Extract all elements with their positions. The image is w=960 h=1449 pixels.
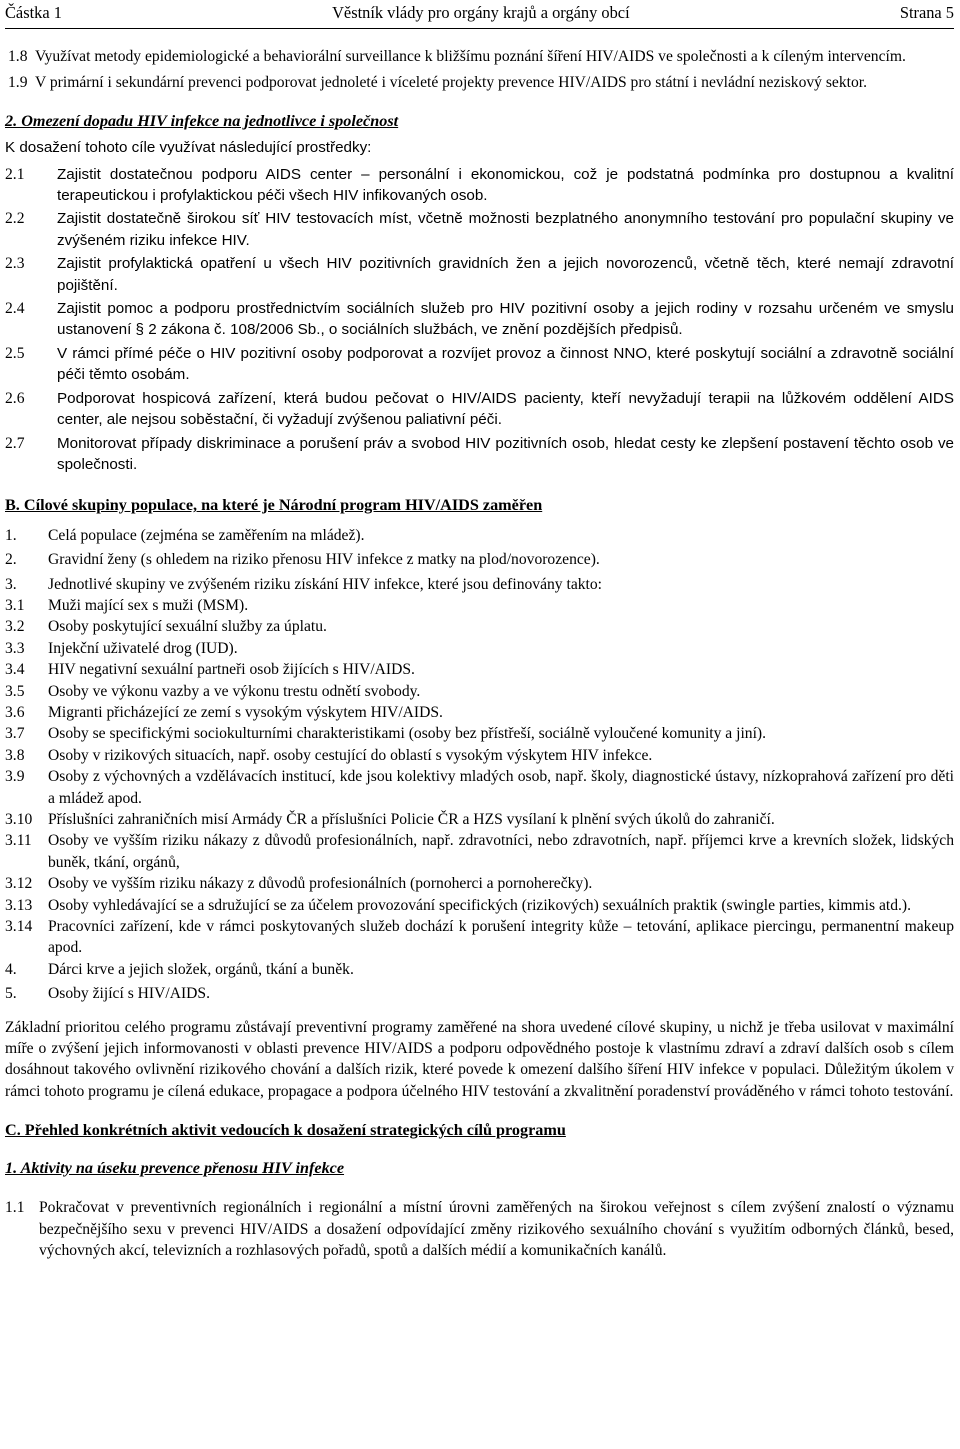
- list-item: [5, 525, 954, 546]
- list-item: [5, 959, 954, 980]
- item-number: 3.8: [5, 746, 25, 764]
- list-item: [5, 46, 954, 67]
- priority-paragraph: Základní prioritou celého programu zůstávají preventivní programy zaměřené na shora uvedené cílové skupiny, u nichž je třeba usilovat v maximální míře o zvýšení jejich informovanosti v oblasti prevence HIV/AIDS a podporu odpovědného postoje k vlastnímu zdraví a zdraví dalších osob s cílem dosáhnout takového ovlivnění rizikového chování a dalších rizik, které povede k omezení dalšího šíření HIV infekce v populaci. Důležitým úkolem v rámci tohoto programu je cílená edukace, propagace a podpora účelného HIV testování a zkvalitnění poradenství prováděného v rámci tohoto testování.: [5, 1018, 954, 1100]
- item-text: Osoby poskytující sexuální služby za úplatu.: [48, 618, 327, 636]
- list-item: [5, 253, 954, 296]
- item-number: 2.5: [5, 344, 25, 362]
- target-groups-list: [5, 525, 954, 1008]
- list-item: [5, 723, 954, 744]
- list-item: [5, 72, 954, 93]
- item-text: Zajistit dostatečnou podporu AIDS center – personální i ekonomickou, což je podstatná podmínka pro dostupnou a kvalitní terapeutickou i profylaktickou péči všech HIV infikovaných osob.: [57, 165, 954, 205]
- item-text: Muži mající sex s muži (MSM).: [48, 596, 249, 614]
- intro-list: [5, 46, 954, 94]
- item-number: 3.11: [5, 832, 32, 850]
- section-2-list: [5, 164, 954, 476]
- item-number: 3.3: [5, 639, 25, 657]
- item-number: 1.8: [8, 48, 28, 65]
- list-item: [5, 702, 954, 723]
- header-journal-title: Věstník vlády pro orgány krajů a orgány obcí: [332, 3, 630, 22]
- item-text: HIV negativní sexuální partneři osob žijících s HIV/AIDS.: [48, 661, 415, 679]
- item-text: Injekční uživatelé drog (IUD).: [48, 639, 238, 657]
- item-text: V rámci přímé péče o HIV pozitivní osoby podporovat a rozvíjet provoz a činnost NNO, které poskytují sociální a zdravotně sociální péči těmto osobám.: [57, 344, 954, 384]
- item-text: Jednotlivé skupiny ve zvýšeném riziku získání HIV infekce, které jsou definovány takto:: [48, 575, 603, 593]
- page-header: [5, 0, 954, 29]
- item-number: 3.4: [5, 661, 25, 679]
- item-number: 2.6: [5, 389, 25, 407]
- item-text: Příslušníci zahraničních misí Armády ČR a příslušníci Policie ČR a HZS vysílaní k plnění svých úkolů do zahraničí.: [48, 811, 775, 828]
- item-number: 5.: [5, 985, 17, 1003]
- subsection-heading: 1. Aktivity na úseku prevence přenosu HIV infekce: [5, 1158, 345, 1177]
- item-text: Dárci krve a jejich složek, orgánů, tkání a buněk.: [48, 960, 354, 978]
- list-item: [5, 1197, 954, 1261]
- list-item: [5, 638, 954, 659]
- activities-list: [5, 1197, 954, 1261]
- list-item: [5, 809, 954, 830]
- item-text: Osoby vyhledávající se a sdružující se za účelem provozování specifických (rizikových) sexuálních praktik (swingle parties, kimmis atd.).: [48, 896, 912, 914]
- list-item: [5, 549, 954, 570]
- section-2: [5, 111, 954, 476]
- item-text: Osoby z výchovných a vzdělávacích institucí, kde jsou kolektivy mladých osob, např. školy, diagnostické ústavy, nízkoprahová zařízení pro děti a mládež apod.: [48, 768, 954, 807]
- item-number: 2.4: [5, 300, 25, 318]
- item-number: 4.: [5, 960, 17, 978]
- item-number: 3.7: [5, 725, 25, 743]
- item-number: 3.1: [5, 596, 25, 614]
- section-heading: C. Přehled konkrétních aktivit vedoucích k dosažení strategických cílů programu: [5, 1121, 566, 1140]
- list-item: [5, 343, 954, 386]
- list-item: [5, 766, 954, 809]
- item-text: Migranti přicházející ze zemí s vysokým výskytem HIV/AIDS.: [48, 703, 443, 721]
- item-number: 3.5: [5, 682, 25, 700]
- list-item: [5, 208, 954, 251]
- item-number: 3.6: [5, 703, 25, 721]
- item-text: Osoby žijící s HIV/AIDS.: [48, 985, 210, 1003]
- item-number: 3.12: [5, 875, 33, 893]
- item-text: Zajistit dostatečně širokou síť HIV testovacích míst, včetně možnosti bezplatného anonymního testování pro populační skupiny ve zvýšeném riziku infekce HIV.: [57, 210, 954, 249]
- item-text: Celá populace (zejména se zaměřením na mládež).: [48, 526, 365, 544]
- item-text: Zajistit pomoc a podporu prostřednictvím sociálních služeb pro HIV pozitivní osoby a jejich rodiny v rozsahu určeném ve smyslu ustanovení § 2 zákona č. 108/2006 Sb., o sociálních službách, ve znění pozdějších předpisů.: [57, 300, 954, 339]
- item-number: 2.1: [5, 165, 25, 183]
- item-number: 3.9: [5, 768, 25, 786]
- item-text: Osoby ve výkonu vazby a ve výkonu trestu odnětí svobody.: [48, 682, 421, 700]
- item-text: Osoby v rizikových situacích, např. osoby cestující do oblastí s vysokým výskytem HIV infekce.: [48, 746, 653, 764]
- list-item: [5, 574, 954, 595]
- item-number: 2.: [5, 551, 17, 569]
- item-number: 2.7: [5, 434, 25, 452]
- list-item: [5, 659, 954, 680]
- item-text: Osoby ve vyšším riziku nákazy z důvodů profesionálních, např. zdravotníci, nebo zdravotních, např. příjemci krve a krevních složek, lidských buněk, tkání, orgánů,: [48, 832, 954, 871]
- section-heading: B. Cílové skupiny populace, na které je Národní program HIV/AIDS zaměřen: [5, 496, 543, 515]
- item-number: 1.9: [8, 74, 28, 92]
- section-heading: 2. Omezení dopadu HIV infekce na jednotlivce i společnost: [5, 111, 399, 130]
- header-issue: Částka 1: [5, 3, 62, 22]
- item-text: Zajistit profylaktická opatření u všech HIV pozitivních gravidních žen a jejich novorozenců, včetně těch, které nemají zdravotní pojištění.: [57, 255, 954, 294]
- item-text: V primární i sekundární prevenci podporovat jednoleté i víceleté projekty prevence HIV/AIDS pro státní i nevládní neziskový sektor.: [35, 74, 868, 92]
- item-number: 3.: [5, 575, 17, 593]
- list-item: [5, 388, 954, 431]
- item-text: Pracovníci zařízení, kde v rámci poskytovaných služeb dochází k porušení integrity kůže – tetování, aplikace piercingu, permanentní makeup apod.: [48, 918, 954, 957]
- item-text: Monitorovat případy diskriminace a porušení práv a svobod HIV pozitivních osob, hledat cesty ke zlepšení postavení těchto osob ve společnosti.: [57, 434, 954, 473]
- list-item: [5, 616, 954, 637]
- item-number: 1.1: [5, 1199, 25, 1217]
- item-number: 2.3: [5, 255, 25, 273]
- item-number: 2.2: [5, 210, 25, 228]
- item-text: Osoby ve vyšším riziku nákazy z důvodů profesionálních (pornoherci a pornoherečky).: [48, 875, 593, 893]
- item-number: 3.2: [5, 618, 25, 636]
- section-c: [5, 1120, 954, 1261]
- list-item: [5, 895, 954, 916]
- list-item: [5, 873, 954, 894]
- item-number: 3.10: [5, 811, 33, 828]
- item-number: 1.: [5, 526, 17, 544]
- item-number: 3.13: [5, 896, 33, 914]
- item-text: Gravidní ženy (s ohledem na riziko přenosu HIV infekce z matky na plod/novorozence).: [48, 551, 600, 569]
- list-item: [5, 595, 954, 616]
- list-item: [5, 433, 954, 476]
- item-text: Využívat metody epidemiologické a behaviorální surveillance k bližšímu poznání šíření HIV/AIDS ve společnosti a k cíleným intervencím.: [35, 48, 906, 65]
- list-item: [5, 745, 954, 766]
- item-number: 3.14: [5, 918, 33, 936]
- item-text: Podporovat hospicová zařízení, která budou pečovat o HIV/AIDS pacienty, kteří nevyžadují terapii na lůžkovém oddělení AIDS center, ale nejsou soběstační, či vyžadují zvýšenou paliativní péči.: [57, 389, 954, 429]
- section-lead: K dosažení tohoto cíle využívat následující prostředky:: [5, 139, 372, 157]
- list-item: [5, 830, 954, 873]
- list-item: [5, 681, 954, 702]
- list-item: [5, 983, 954, 1004]
- item-text: Osoby se specifickými sociokulturními charakteristikami (osoby bez přístřeší, sociálně vyloučené komunity a jiní).: [48, 725, 767, 743]
- header-page-number: Strana 5: [899, 3, 954, 22]
- section-b: [5, 495, 954, 1102]
- list-item: [5, 164, 954, 207]
- list-item: [5, 298, 954, 341]
- list-item: [5, 916, 954, 959]
- item-text: Pokračovat v preventivních regionálních i regionální a místní úrovni zaměřených na širokou veřejnost s cílem zvýšení znalostí o významu bezpečnějšího sexu v prevenci HIV/AIDS a dosažení odpovídající změny rizikového sexuálního chování s využitím odborných článků, besed, výchovných akcí, televizních a rozhlasových pořadů, spotů a dalších médií a komunikačních kanálů.: [39, 1199, 954, 1259]
